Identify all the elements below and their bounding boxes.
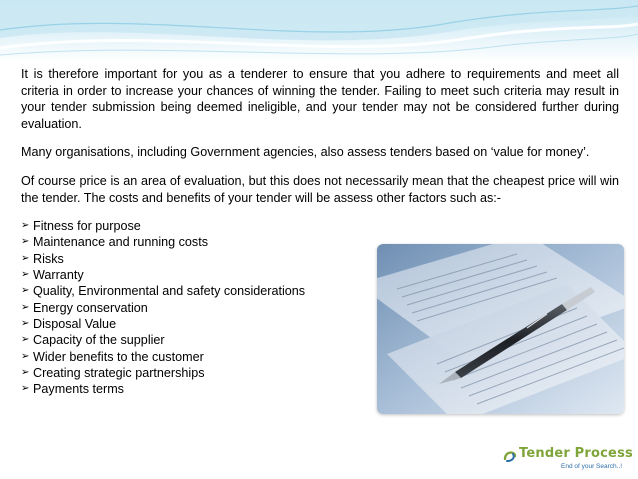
arrow-bullet-icon: ➢ [21, 301, 30, 313]
arrow-bullet-icon: ➢ [21, 236, 30, 248]
list-item-label: Maintenance and running costs [33, 235, 209, 250]
list-item [21, 218, 619, 234]
arrow-bullet-icon: ➢ [21, 285, 30, 297]
arrow-bullet-icon: ➢ [21, 220, 30, 232]
header-wave-decoration [0, 0, 638, 62]
logo-name: Tender Process [519, 446, 633, 461]
paragraph-requirements: It is therefore important for you as a tenderer to ensure that you adhere to requirements and meet all criteria in order to increase your chances of winning the tender. Failing to meet such criteria may result in your tender submission being deemed ineligible, and your tender may not be considered further during evaluation. [21, 67, 619, 131]
list-item-label: Energy conservation [33, 300, 148, 315]
list-item-label: Payments terms [33, 382, 124, 397]
list-item-label: Fitness for purpose [33, 219, 141, 234]
logo-tagline: End of your Search..! [561, 463, 623, 470]
list-item-label: Capacity of the supplier [33, 333, 165, 348]
list-item-label: Disposal Value [33, 316, 117, 331]
arrow-bullet-icon: ➢ [21, 317, 30, 329]
list-item-label: Warranty [33, 268, 84, 283]
contract-documents-photo [377, 244, 624, 414]
list-item-label: Risks [33, 251, 64, 266]
arrow-bullet-icon: ➢ [21, 366, 30, 378]
logo-swirl-icon [503, 447, 517, 463]
list-item-label: Creating strategic partnerships [33, 365, 205, 380]
documents-with-pen-image [377, 244, 624, 414]
arrow-bullet-icon: ➢ [21, 383, 30, 395]
list-item-label: Wider benefits to the customer [33, 349, 204, 364]
paragraph-value-for-money: Many organisations, including Government agencies, also assess tenders based on ‘value for money’. [21, 145, 590, 160]
arrow-bullet-icon: ➢ [21, 269, 30, 281]
list-item-label: Quality, Environmental and safety considerations [33, 284, 306, 299]
arrow-bullet-icon: ➢ [21, 350, 30, 362]
arrow-bullet-icon: ➢ [21, 252, 30, 264]
arrow-bullet-icon: ➢ [21, 334, 30, 346]
paragraph-price-evaluation: Of course price is an area of evaluation, but this does not necessarily mean that the cheapest price will win the tender. The costs and benefits of your tender will be assess other factors such as:- [21, 173, 619, 205]
tender-process-logo [503, 444, 633, 476]
